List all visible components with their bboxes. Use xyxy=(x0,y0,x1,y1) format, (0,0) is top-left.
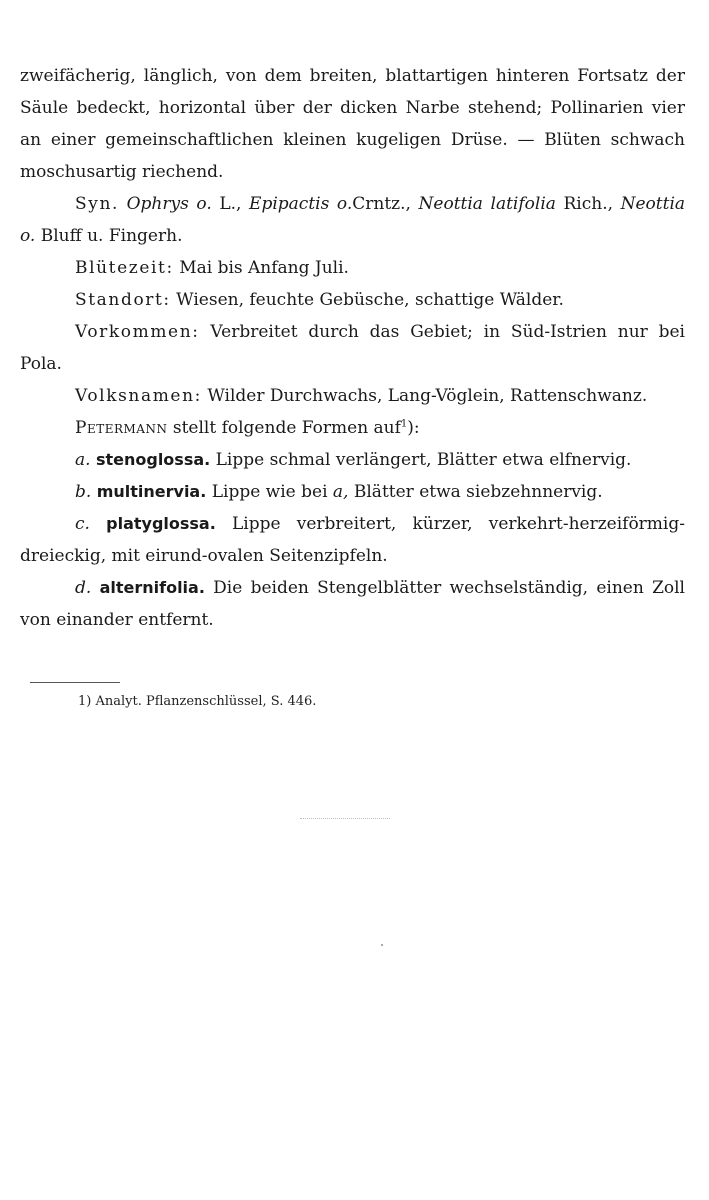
paragraph-volksnamen xyxy=(20,380,685,412)
synonym-ophrys-author: L., xyxy=(211,194,250,214)
form-item xyxy=(20,508,685,572)
form-name: alternifolia. xyxy=(99,578,205,597)
synonym-epipactis: Epipactis o. xyxy=(249,194,353,214)
vorkommen-label: Vorkommen: xyxy=(75,322,200,342)
paragraph-synonyms xyxy=(20,188,685,252)
form-letter: b. xyxy=(75,482,92,502)
footnote-marker[interactable]: 1 xyxy=(400,418,408,430)
form-description: Die beiden Stengelblätter wechselständig, einen Zoll von einander entfernt. xyxy=(20,578,685,630)
footnote-divider xyxy=(30,682,120,683)
petermann-close: ): xyxy=(407,418,420,438)
form-name: multinervia. xyxy=(96,482,207,501)
paragraph-standort xyxy=(20,284,685,316)
form-name: platyglossa. xyxy=(106,514,216,533)
form-item xyxy=(20,444,685,476)
form-letter: c. xyxy=(75,514,90,534)
body-text xyxy=(20,60,685,636)
paragraph-vorkommen xyxy=(20,316,685,380)
petermann-text: stellt folgende Formen auf xyxy=(167,418,401,438)
synonym-neottia-latifolia-author: Rich., xyxy=(555,194,621,214)
synonym-neottia-latifolia: Neottia latifolia xyxy=(418,194,556,214)
synonym-neottia-o: Neottia o. xyxy=(20,194,686,246)
synonym-neottia-o-author: Bluff u. Fingerh. xyxy=(35,226,183,246)
standort-label: Standort: xyxy=(75,290,171,310)
description-text: zweifächerig, länglich, von dem breiten, blattartigen hinteren Fortsatz der Säule bedeckt, horizontal über der dicken Narbe stehend; Pollinarien vier an einer gemeinschaftlichen kleinen kugeligen Drüse. — Blüten schwach moschusartig riechend. xyxy=(20,66,685,182)
synonyms-label: Syn. xyxy=(75,194,120,214)
form-item xyxy=(20,476,685,508)
form-item xyxy=(20,572,685,636)
form-description: Lippe schmal verlängert, Blätter etwa elfnervig. xyxy=(210,450,632,470)
synonym-ophrys: Ophrys o. xyxy=(126,194,212,214)
bluetezeit-label: Blütezeit: xyxy=(75,258,174,278)
form-letter: a. xyxy=(75,450,91,470)
scan-artifact-line xyxy=(300,818,390,819)
paragraph-bluetezeit xyxy=(20,252,685,284)
volksnamen-value: Wilder Durchwachs, Lang-Vöglein, Rattenschwanz. xyxy=(201,386,648,406)
paragraph-petermann xyxy=(20,412,685,444)
form-reference: a, xyxy=(332,482,349,502)
form-description: Lippe verbreitert, kürzer, verkehrt-herzeiförmig-dreieckig, mit eirund-ovalen Seitenzipfeln. xyxy=(20,514,685,566)
form-description: Lippe wie bei xyxy=(206,482,333,502)
form-description-cont: Blätter etwa siebzehnnervig. xyxy=(348,482,603,502)
footnote: 1) Analyt. Pflanzenschlüssel, S. 446. xyxy=(78,694,317,709)
vorkommen-value: Verbreitet durch das Gebiet; in Süd-Istrien nur bei Pola. xyxy=(20,322,685,374)
volksnamen-label: Volksnamen: xyxy=(75,386,202,406)
form-name: stenoglossa. xyxy=(95,450,211,469)
paragraph-description xyxy=(20,60,685,188)
standort-value: Wiesen, feuchte Gebüsche, schattige Wälder. xyxy=(170,290,564,310)
synonym-epipactis-author: Crntz., xyxy=(352,194,419,214)
author-petermann: Petermann xyxy=(75,418,168,438)
form-letter: d. xyxy=(75,578,92,598)
bluetezeit-value: Mai bis Anfang Juli. xyxy=(173,258,349,278)
scan-artifact-dot xyxy=(381,944,383,946)
